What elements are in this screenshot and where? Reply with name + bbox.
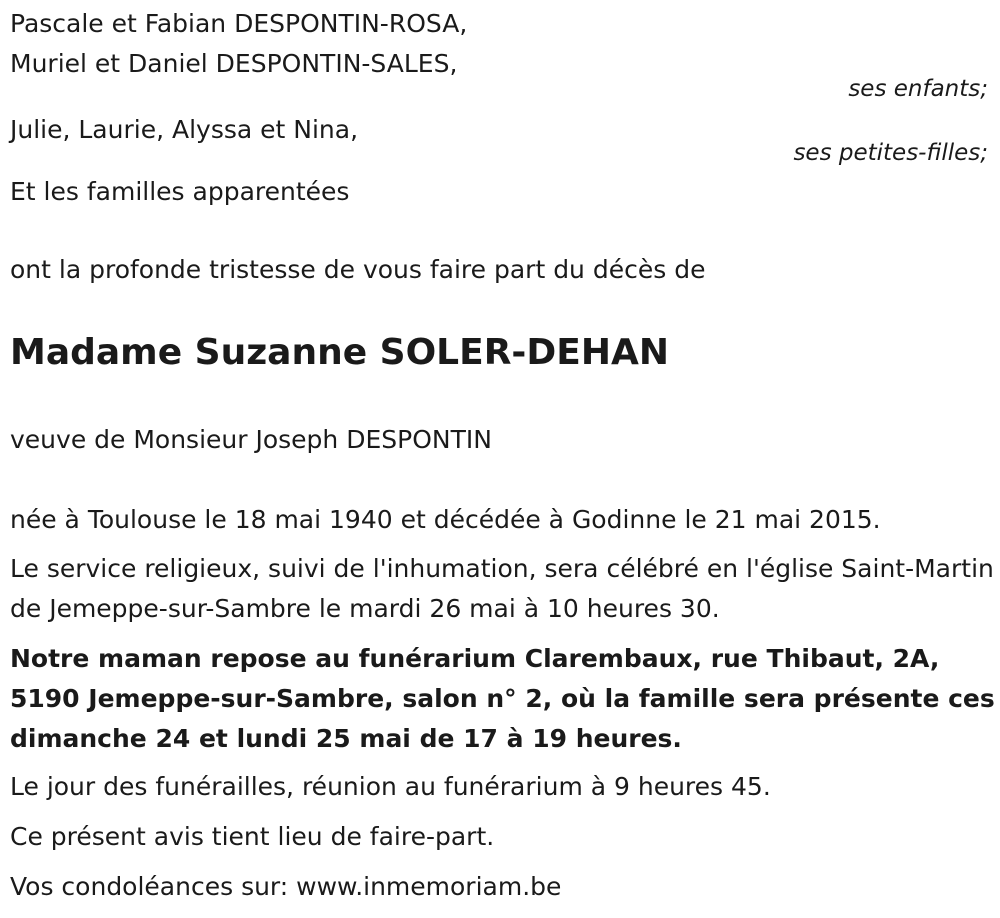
ceremony-paragraph: Le service religieux, suivi de l'inhumation, sera célébré en l'église Saint-Martin de Jemeppe-sur-Sambre le mardi 26 mai à 10 heures 30.: [10, 554, 994, 623]
visitation-paragraph: Notre maman repose au funérarium Clarembaux, rue Thibaut, 2A, 5190 Jemeppe-sur-Sambre, salon n° 2, où la famille sera présente ces dimanche 24 et lundi 25 mai de 17 à 19 heures.: [10, 644, 995, 753]
grandchildren-role: ses petites-filles;: [793, 140, 988, 166]
children-line-1: Pascale et Fabian DESPONTIN-ROSA,: [10, 9, 468, 38]
widow-of-line: veuve de Monsieur Joseph DESPONTIN: [10, 425, 492, 454]
birth-death-line: née à Toulouse le 18 mai 1940 et décédée à Godinne le 21 mai 2015.: [10, 505, 881, 534]
funeral-day-meeting-line: Le jour des funérailles, réunion au funérarium à 9 heures 45.: [10, 772, 771, 801]
notice-line: Ce présent avis tient lieu de faire-part.: [10, 822, 495, 851]
children-line-2: Muriel et Daniel DESPONTIN-SALES,: [10, 49, 458, 78]
children-role: ses enfants;: [848, 76, 988, 102]
announcement-line: ont la profonde tristesse de vous faire part du décès de: [10, 255, 706, 284]
grandchildren-line: Julie, Laurie, Alyssa et Nina,: [10, 115, 359, 144]
condolences-line: Vos condoléances sur: www.inmemoriam.be: [10, 872, 562, 901]
deceased-name: Madame Suzanne SOLER-DEHAN: [10, 332, 669, 373]
relatives-line: Et les familles apparentées: [10, 177, 350, 206]
